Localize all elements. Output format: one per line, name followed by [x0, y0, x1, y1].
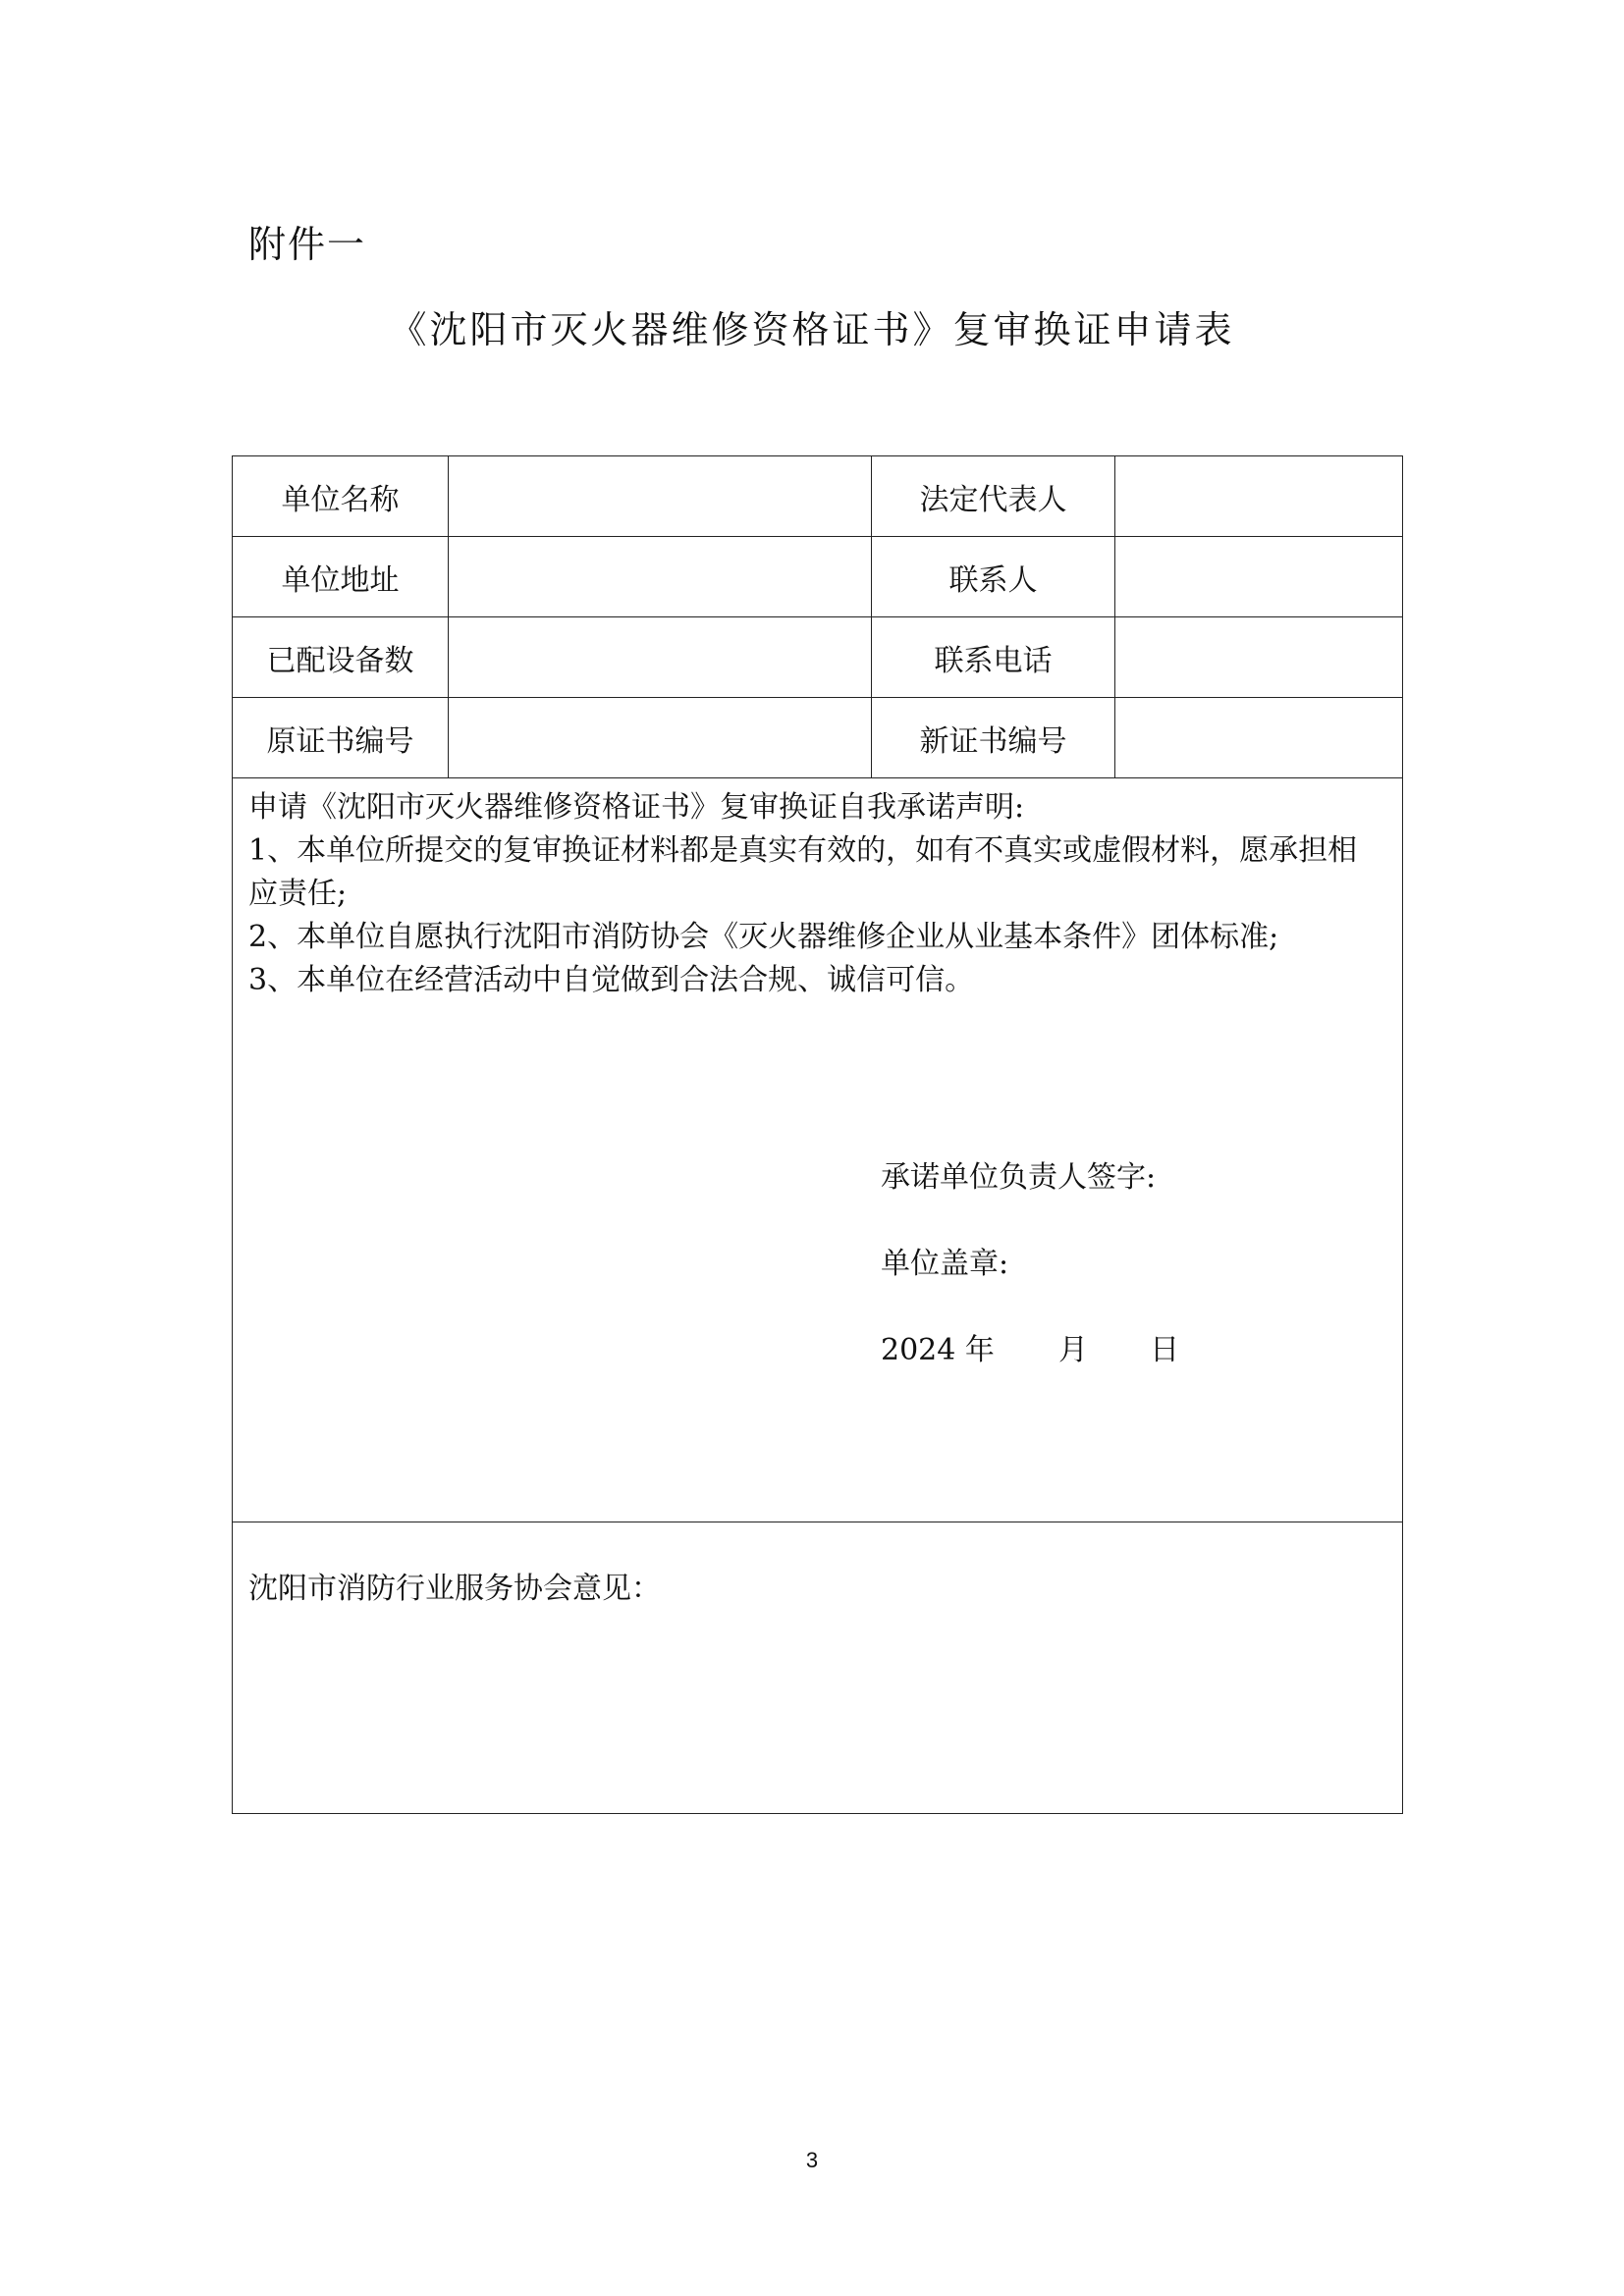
- association-opinion-section[interactable]: [233, 1522, 1403, 1814]
- form-row-unit-name: [233, 456, 1403, 537]
- unit-name-label: 单位名称: [233, 456, 449, 537]
- form-row-unit-address: [233, 537, 1403, 617]
- form-row-certificate-number: [233, 698, 1403, 778]
- declaration-item: 应责任;: [248, 877, 348, 911]
- contact-person-field[interactable]: [1115, 537, 1403, 617]
- form-row-opinion: [233, 1522, 1403, 1814]
- declaration-heading: 申请《沈阳市灭火器维修资格证书》复审换证自我承诺声明:: [248, 790, 1025, 825]
- new-certificate-number-label: 新证书编号: [872, 698, 1115, 778]
- unit-name-field[interactable]: [449, 456, 872, 537]
- declaration-item: 3、本单位在经营活动中自觉做到合法合规、诚信可信。: [248, 963, 975, 997]
- equipment-count-label: 已配设备数: [233, 617, 449, 698]
- signature-block: [881, 1159, 1179, 1418]
- unit-address-field[interactable]: [449, 537, 872, 617]
- page-title: 《沈阳市灭火器维修资格证书》复审换证申请表: [389, 308, 1235, 351]
- equipment-count-field[interactable]: [449, 617, 872, 698]
- page-number: 3: [805, 2148, 819, 2172]
- date-month: 月: [1057, 1333, 1088, 1367]
- original-certificate-number-field[interactable]: [449, 698, 872, 778]
- original-certificate-number-label: 原证书编号: [233, 698, 449, 778]
- seal-label: 单位盖章:: [881, 1247, 1009, 1281]
- application-form-table: [232, 455, 1403, 1814]
- date-day: 日: [1150, 1333, 1180, 1367]
- legal-representative-label: 法定代表人: [872, 456, 1115, 537]
- form-row-declaration: [233, 778, 1403, 1522]
- attachment-label: 附件一: [248, 223, 367, 266]
- contact-person-label: 联系人: [872, 537, 1115, 617]
- date-line: [881, 1332, 1179, 1369]
- contact-phone-label: 联系电话: [872, 617, 1115, 698]
- new-certificate-number-field[interactable]: [1115, 698, 1403, 778]
- unit-address-label: 单位地址: [233, 537, 449, 617]
- declaration-item: 1、本单位所提交的复审换证材料都是真实有效的，如有不真实或虚假材料，愿承担相: [248, 833, 1358, 868]
- declaration-item: 2、本单位自愿执行沈阳市消防协会《灭火器维修企业从业基本条件》团体标准;: [248, 920, 1279, 954]
- signature-label: 承诺单位负责人签字:: [881, 1160, 1157, 1195]
- association-opinion-label: 沈阳市消防行业服务协会意见：: [248, 1572, 661, 1606]
- legal-representative-field[interactable]: [1115, 456, 1403, 537]
- form-row-equipment-count: [233, 617, 1403, 698]
- date-year: 2024 年: [881, 1333, 995, 1367]
- contact-phone-field[interactable]: [1115, 617, 1403, 698]
- declaration-section: [233, 778, 1403, 1522]
